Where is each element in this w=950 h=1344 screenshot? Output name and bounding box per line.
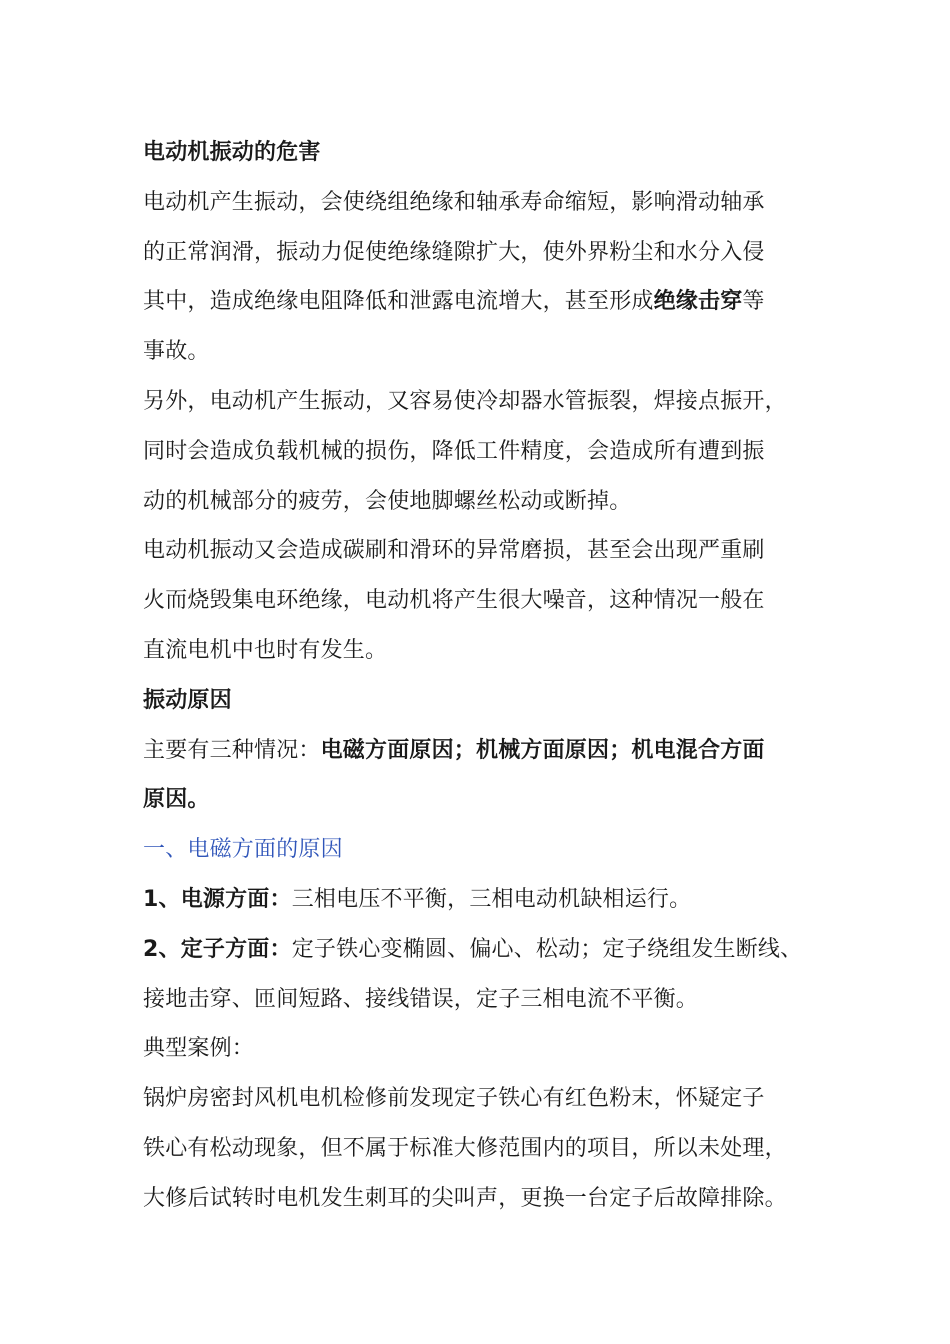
- text-line: [143, 277, 823, 327]
- paragraph-case: [143, 1074, 823, 1223]
- document-page: [143, 128, 823, 1224]
- text-line: 电动机产生振动，会使绕组绝缘和轴承寿命缩短，影响滑动轴承: [143, 189, 765, 215]
- paragraph-hazards-3: [143, 526, 823, 675]
- bold-term-insulation-breakdown: 绝缘击穿: [653, 289, 743, 315]
- text-line: 铁心有松动现象，但不属于标准大修范围内的项目，所以未处理，: [143, 1135, 787, 1161]
- text-line: 事故。: [143, 339, 210, 365]
- item-label: 1、电源方面：: [143, 886, 292, 912]
- text-line: [143, 726, 823, 776]
- item-text: 三相电压不平衡，三相电动机缺相运行。: [291, 886, 692, 912]
- list-item-power-supply: [143, 875, 823, 925]
- text-line: 的正常润滑，振动力促使绝缘缝隙扩大，使外界粉尘和水分入侵: [143, 239, 765, 265]
- text-line: 火而烧毁集电环绝缘，电动机将产生很大噪音，这种情况一般在: [143, 588, 765, 614]
- bold-cause-list: 电磁方面原因；机械方面原因；机电混合方面: [320, 737, 765, 763]
- section-title-causes: 振动原因: [143, 687, 232, 713]
- text-span: 其中，造成绝缘电阻降低和泄露电流增大，甚至形成: [143, 289, 654, 315]
- text-line: 大修后试转时电机发生刺耳的尖叫声，更换一台定子后故障排除。: [143, 1185, 787, 1211]
- section-title-hazards: 电动机振动的危害: [143, 140, 321, 165]
- sub-heading-electromagnetic: 一、电磁方面的原因: [143, 837, 343, 863]
- text-line: 同时会造成负载机械的损伤，降低工件精度，会造成所有遭到振: [143, 438, 765, 464]
- paragraph-hazards-1: [143, 178, 823, 377]
- text-span: 等: [742, 289, 765, 315]
- paragraph-hazards-2: [143, 377, 823, 526]
- text-span: 主要有三种情况：: [143, 737, 321, 763]
- text-line: [143, 925, 823, 975]
- item-label: 2、定子方面：: [143, 936, 292, 962]
- paragraph-causes-intro: [143, 726, 823, 826]
- case-label: 典型案例：: [143, 1036, 255, 1062]
- text-line: 锅炉房密封风机电机检修前发现定子铁心有红色粉末，怀疑定子: [143, 1086, 765, 1112]
- text-line: 接地击穿、匝间短路、接线错误，定子三相电流不平衡。: [143, 986, 699, 1012]
- list-item-stator: [143, 925, 823, 1025]
- text-line: 原因。: [143, 787, 210, 813]
- text-line: 动的机械部分的疲劳，会使地脚螺丝松动或断掉。: [143, 488, 632, 514]
- text-line: 电动机振动又会造成碳刷和滑环的异常磨损，甚至会出现严重刷: [143, 538, 765, 564]
- text-line: 另外，电动机产生振动，又容易使冷却器水管振裂，焊接点振开，: [143, 388, 787, 414]
- text-line: 直流电机中也时有发生。: [143, 637, 388, 663]
- item-text: 定子铁心变椭圆、偏心、松动；定子绕组发生断线、: [291, 936, 803, 962]
